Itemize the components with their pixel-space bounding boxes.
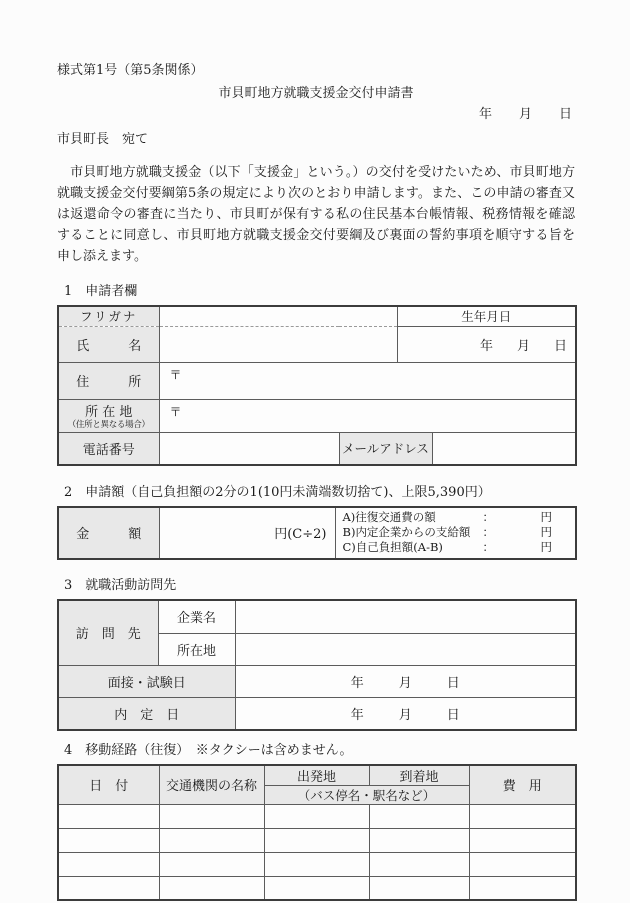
date-day-label: 日 — [554, 338, 568, 354]
table-row — [58, 306, 576, 326]
date-year-label: 年 — [478, 107, 492, 122]
interview-date-label-cell: 面接・試験日 — [58, 666, 235, 698]
table-row — [58, 507, 576, 559]
phone-input-cell — [159, 432, 339, 465]
date-month-label: 月 — [516, 338, 530, 354]
name-label-cell: 氏 名 — [58, 326, 159, 362]
route-cost-input-cell — [469, 828, 576, 852]
location-note: （住所と異なる場合） — [67, 420, 150, 430]
date-year-label: 年 — [350, 676, 364, 692]
date-month-label: 月 — [398, 707, 412, 723]
route-departure-input-cell — [264, 852, 369, 876]
breakdown-line-a: A)往復交通費の額 ： 円 — [342, 510, 552, 524]
phone-label-cell: 電話番号 — [58, 432, 159, 465]
location-label-cell: 所 在 地 （住所と異なる場合） — [58, 399, 159, 432]
route-col-date: 日 付 — [58, 765, 159, 805]
declaration-paragraph: 市貝町地方就職支援金（以下「支援金」という。）の交付を受けたいため、市貝町地方就職支援金交付要綱第5条の規定により次のとおり申請します。また、この申請の審査又は返還命令の審査に当たり、市貝町が保有する私の住民基本台帳情報、税務情報を確認することに同意し、市貝町地方就職支援金交付要綱及び裏面の誓約事項を順守する旨を申し添えます。 — [57, 165, 575, 264]
section4-heading: 4 移動経路（往復） ※タクシーは含めません。 — [64, 742, 353, 758]
route-arrival-input-cell — [369, 804, 469, 828]
table-row — [58, 666, 576, 698]
section2-heading: 2 申請額（自己負担額の2分の1(10円未満端数切捨て)、上限5,390円） — [64, 485, 491, 500]
birthdate-input-cell — [397, 326, 576, 362]
date-day-label: 日 — [558, 107, 572, 122]
applicant-table — [57, 305, 577, 466]
application-date-line — [57, 107, 575, 123]
amount-table — [57, 506, 577, 560]
furigana-label-cell: フリガナ — [58, 306, 159, 326]
route-date-input-cell — [58, 804, 159, 828]
route-date-input-cell — [58, 852, 159, 876]
route-departure-input-cell — [264, 828, 369, 852]
amount-input-cell: 円(C÷2) — [159, 507, 335, 559]
route-departure-input-cell — [264, 804, 369, 828]
page-title: 市貝町地方就職支援金交付申請書 — [218, 86, 414, 101]
route-arrival-input-cell — [369, 876, 469, 900]
section1-heading: 1 申請者欄 — [64, 284, 138, 299]
route-col-stop-note: （バス停名・駅名など） — [264, 785, 469, 804]
table-row — [58, 828, 576, 852]
address-input-cell — [159, 362, 576, 399]
table-row — [58, 326, 576, 362]
date-year-label: 年 — [479, 338, 493, 354]
route-col-transport: 交通機関の名称 — [159, 765, 264, 805]
visit-location-input-cell — [235, 634, 576, 666]
location-input-cell — [159, 399, 576, 432]
form-number: 様式第1号（第5条関係） — [57, 63, 204, 78]
route-date-input-cell — [58, 828, 159, 852]
amount-breakdown-cell — [335, 507, 576, 559]
visit-table — [57, 599, 577, 731]
table-row — [58, 852, 576, 876]
breakdown-line-c: C)自己負担額(A-B) ： 円 — [342, 540, 552, 555]
route-transport-input-cell — [159, 876, 264, 900]
route-col-arrival: 到着地 — [369, 765, 469, 786]
furigana-input-cell — [159, 306, 397, 326]
date-month-label: 月 — [518, 107, 532, 122]
route-table — [57, 764, 577, 902]
name-input-cell — [159, 326, 397, 362]
route-arrival-input-cell — [369, 852, 469, 876]
addressee: 市貝町長 宛て — [57, 132, 149, 147]
offer-date-input-cell — [235, 698, 576, 730]
section3-heading: 3 就職活動訪問先 — [64, 577, 177, 593]
breakdown-line-b: B)内定企業からの支給額 ： 円 — [342, 525, 552, 540]
route-cost-input-cell — [469, 876, 576, 900]
table-row — [58, 399, 576, 432]
company-label-cell: 企業名 — [158, 600, 235, 634]
route-cost-input-cell — [469, 852, 576, 876]
route-arrival-input-cell — [369, 828, 469, 852]
postal-mark: 〒 — [169, 404, 182, 419]
route-transport-input-cell — [159, 852, 264, 876]
address-label-cell: 住 所 — [58, 362, 159, 399]
date-year-label: 年 — [350, 707, 364, 723]
postal-mark: 〒 — [169, 367, 182, 382]
route-col-cost: 費 用 — [469, 765, 576, 805]
date-day-label: 日 — [446, 707, 460, 723]
table-row — [58, 804, 576, 828]
route-col-departure: 出発地 — [264, 765, 369, 786]
table-row — [58, 876, 576, 900]
route-transport-input-cell — [159, 828, 264, 852]
date-month-label: 月 — [398, 676, 412, 692]
destination-label-cell: 訪 問 先 — [58, 600, 158, 666]
interview-date-input-cell — [235, 666, 576, 698]
route-transport-input-cell — [159, 804, 264, 828]
table-row — [58, 432, 576, 465]
route-departure-input-cell — [264, 876, 369, 900]
table-row — [58, 698, 576, 730]
company-input-cell — [235, 600, 576, 634]
amount-label-cell: 金 額 — [58, 507, 159, 559]
route-date-input-cell — [58, 876, 159, 900]
birthdate-label-cell: 生年月日 — [397, 306, 576, 326]
table-header-row — [58, 765, 576, 786]
table-row — [58, 600, 576, 634]
email-label-cell: メールアドレス — [339, 432, 432, 465]
table-row — [58, 362, 576, 399]
email-input-cell — [432, 432, 576, 465]
route-cost-input-cell — [469, 804, 576, 828]
offer-date-label-cell: 内 定 日 — [58, 698, 235, 730]
visit-location-label-cell: 所在地 — [158, 634, 235, 666]
date-day-label: 日 — [446, 676, 460, 692]
